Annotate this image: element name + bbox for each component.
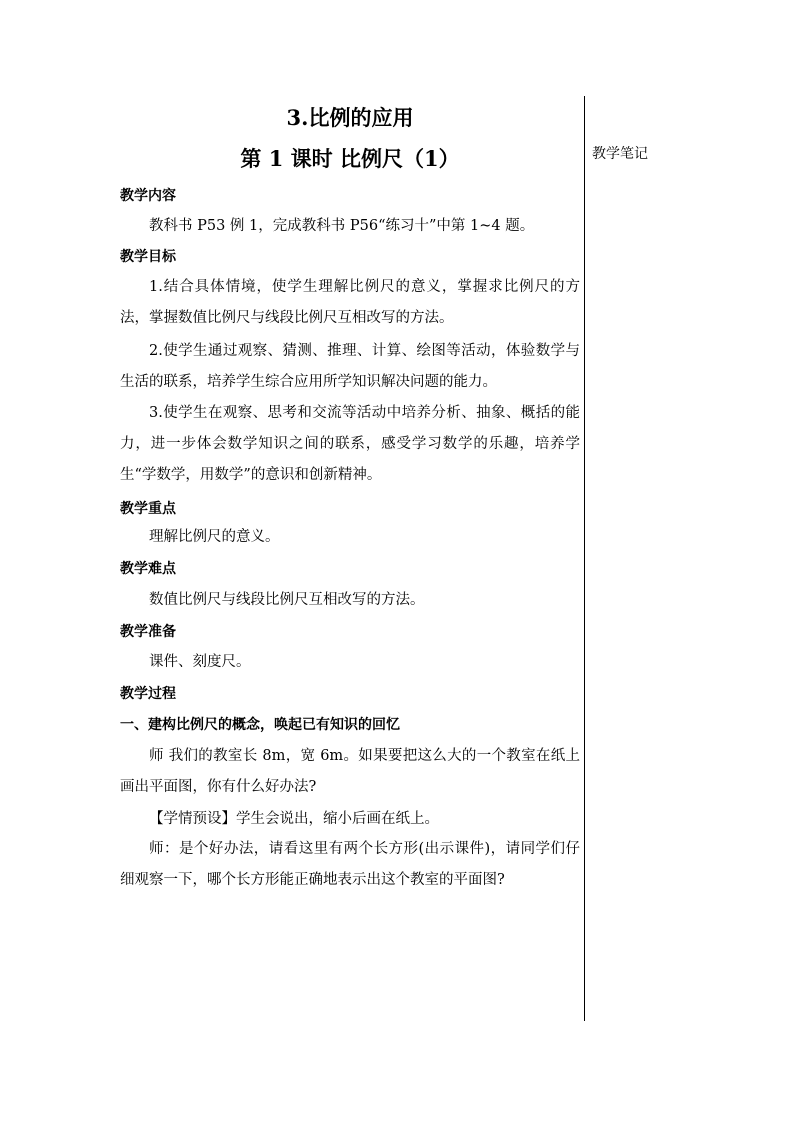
- page-subtitle: 第 1 课时 比例尺（1）: [240, 146, 460, 171]
- section-heading-difficulties: 教学难点: [120, 561, 176, 577]
- content-text: 教科书 P53 例 1，完成教科书 P56“练习十”中第 1~4 题。: [149, 218, 535, 234]
- goal-item-2: 2.使学生通过观察、猜测、推理、计算、绘图等活动，体验数学与生活的联系，培养学生综合应用所学知识解决问题的能力。: [120, 343, 580, 390]
- teaching-notes-label: 教学笔记: [592, 146, 648, 162]
- section-heading-preparation: 教学准备: [120, 624, 176, 640]
- section-heading-process: 教学过程: [120, 686, 176, 702]
- section-heading-goals: 教学目标: [120, 249, 176, 265]
- process-paragraph-2: 【学情预设】学生会说出，缩小后画在纸上。: [149, 811, 439, 827]
- difficulties-text: 数值比例尺与线段比例尺互相改写的方法。: [149, 592, 425, 608]
- section-heading-key-points: 教学重点: [120, 501, 176, 517]
- goal-item-3: 3.使学生在观察、思考和交流等活动中培养分析、抽象、概括的能力，进一步体会数学知识之间的联系，感受学习数学的乐趣，培养学生“学数学，用数学”的意识和创新精神。: [120, 405, 580, 483]
- process-paragraph-1: 师 我们的教室长 8m，宽 6m。如果要把这么大的一个教室在纸上画出平面图，你有什么好办法?: [120, 748, 580, 795]
- goal-item-1: 1.结合具体情境，使学生理解比例尺的意义，掌握求比例尺的方法，掌握数值比例尺与线段比例尺互相改写的方法。: [120, 279, 580, 326]
- section-heading-content: 教学内容: [120, 188, 176, 204]
- process-subheading-1: 一、建构比例尺的概念，唤起已有知识的回忆: [120, 717, 400, 733]
- key-points-text: 理解比例尺的意义。: [149, 529, 280, 545]
- process-paragraph-3: 师：是个好办法，请看这里有两个长方形(出示课件)，请同学们仔细观察一下，哪个长方形能正确地表示出这个教室的平面图?: [120, 841, 580, 888]
- preparation-text: 课件、刻度尺。: [149, 654, 251, 670]
- notes-column-divider: [584, 96, 585, 1021]
- page-title: 3.比例的应用: [286, 105, 414, 130]
